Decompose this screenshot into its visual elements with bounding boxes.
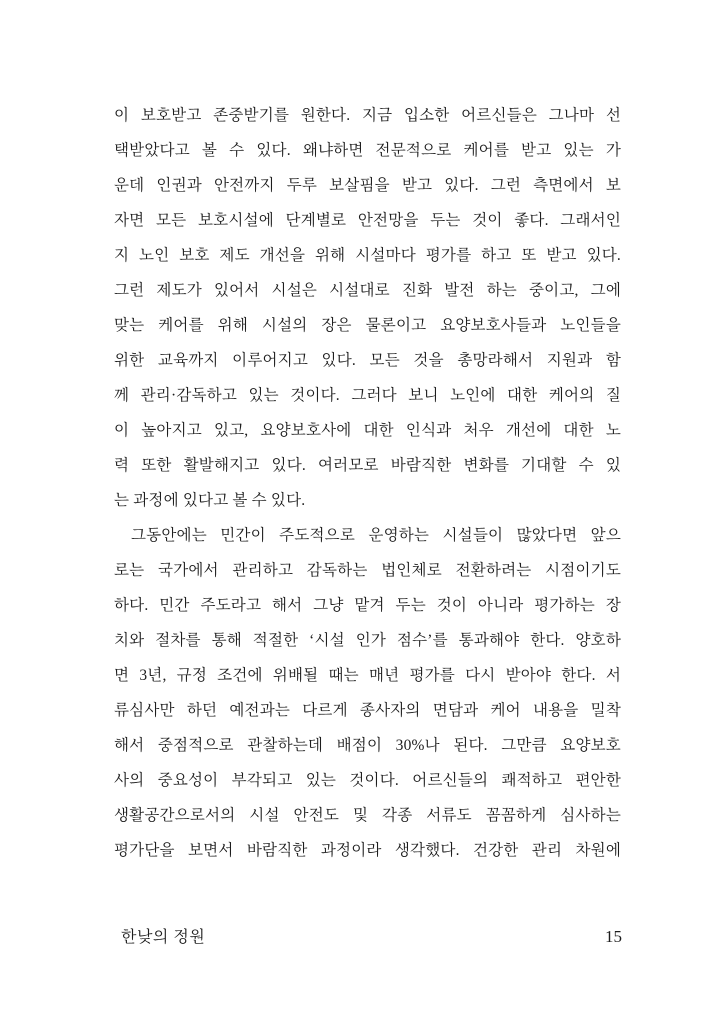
text-line: 는 과정에 있다고 볼 수 있다. [114,492,306,509]
footer-page-number: 15 [605,927,622,946]
text-line: 지 노인 보호 제도 개선을 위해 시설마다 평가를 하고 또 받고 있다. [114,247,621,264]
text-line: 께 관리·감독하고 있는 것이다. 그러다 보니 노인에 대한 케어의 질 [114,387,621,404]
page-footer [114,924,622,947]
text-line: 이 높아지고 있고, 요양보호사에 대한 인식과 처우 개선에 대한 노 [114,422,621,439]
footer-book-title: 한낮의 정원 [121,929,206,946]
text-line: 하다. 민간 주도라고 해서 그냥 맡겨 두는 것이 아니라 평가하는 장 [114,597,621,614]
text-line: 류심사만 하던 예전과는 다르게 종사자의 면담과 케어 내용을 밀착 [114,702,621,719]
text-line: 력 또한 활발해지고 있다. 여러모로 바람직한 변화를 기대할 수 있 [114,457,621,474]
text-line: 그런 제도가 있어서 시설은 시설대로 진화 발전 하는 중이고, 그에 [114,282,621,299]
text-line: 운데 인권과 안전까지 두루 보살핌을 받고 있다. 그런 측면에서 보 [114,177,621,194]
text-line: 해서 중점적으로 관찰하는데 배점이 30%나 된다. 그만큼 요양보호 [114,737,621,754]
text-line: 자면 모든 보호시설에 단계별로 안전망을 두는 것이 좋다. 그래서인 [114,212,621,229]
text-line: 맞는 케어를 위해 시설의 장은 물론이고 요양보호사들과 노인들을 [114,317,621,334]
text-line: 로는 국가에서 관리하고 감독하는 법인체로 전환하려는 시점이기도 [114,562,621,579]
text-line: 평가단을 보면서 바람직한 과정이라 생각했다. 건강한 관리 차원에 [114,842,621,859]
text-line: 이 보호받고 존중받기를 원한다. 지금 입소한 어르신들은 그나마 선 [114,107,621,124]
text-line: 생활공간으로서의 시설 안전도 및 각종 서류도 꼼꼼하게 심사하는 [114,807,621,824]
text-line: 그동안에는 민간이 주도적으로 운영하는 시설들이 많았다면 앞으 [131,527,621,544]
text-line: 사의 중요성이 부각되고 있는 것이다. 어르신들의 쾌적하고 편안한 [114,772,621,789]
text-line: 택받았다고 볼 수 있다. 왜냐하면 전문적으로 케어를 받고 있는 가 [114,142,621,159]
body-text-block [114,98,621,868]
text-line: 위한 교육까지 이루어지고 있다. 모든 것을 총망라해서 지원과 함 [114,352,621,369]
text-line: 치와 절차를 통해 적절한 ‘시설 인가 점수’를 통과해야 한다. 양호하 [114,632,621,649]
text-line: 면 3년, 규정 조건에 위배될 때는 매년 평가를 다시 받아야 한다. 서 [114,667,621,684]
